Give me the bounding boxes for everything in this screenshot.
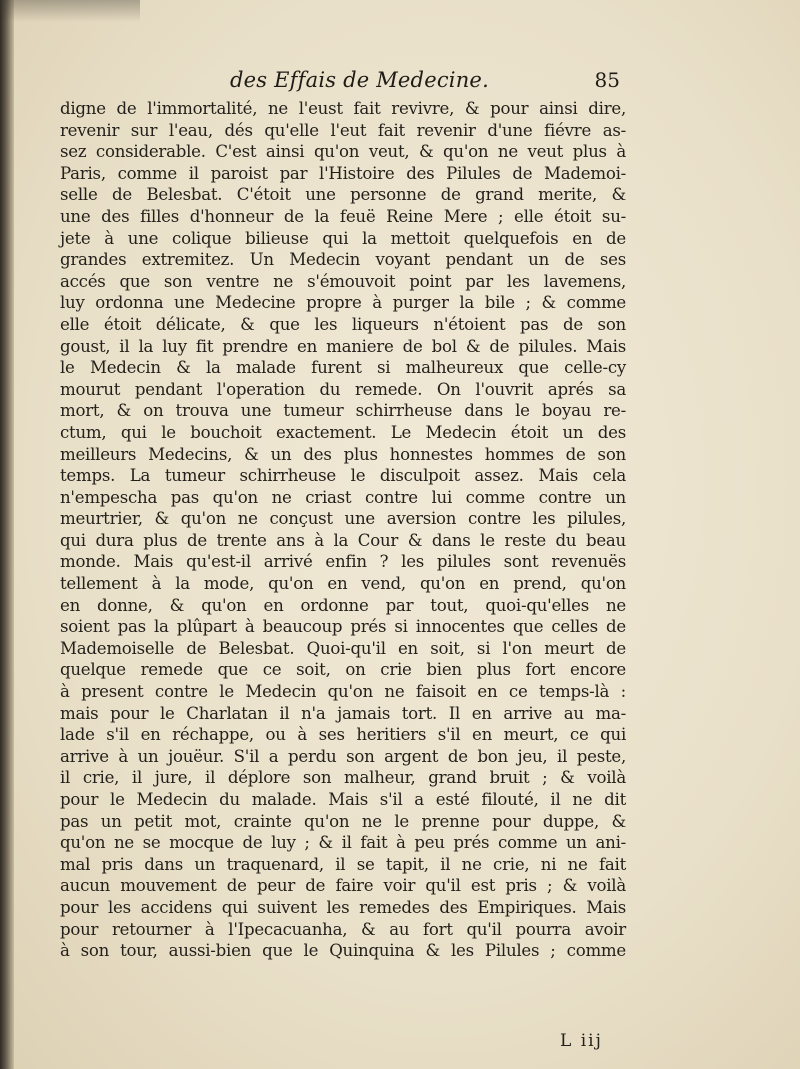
text-line: quelque remede que ce soit, on crie bien plus fort encore (60, 660, 626, 680)
text-line: pas un petit mot, crainte qu'on ne le prenne pour duppe, & (60, 811, 626, 831)
running-title: des Effais de Medecine. (230, 68, 489, 92)
page-number: 85 (594, 68, 620, 92)
text-line: mourut pendant l'operation du remede. On l'ouvrit aprés sa (60, 379, 626, 399)
text-line: qui dura plus de trente ans à la Cour & dans le reste du beau (60, 530, 626, 550)
text-line: goust, il la luy fit prendre en maniere de bol & de pilules. Mais (60, 336, 626, 356)
text-line: mal pris dans un traquenard, il se tapit, il ne crie, ni ne fait (60, 854, 626, 874)
text-line: luy ordonna une Medecine propre à purger la bile ; & comme (60, 293, 626, 313)
text-line: mort, & on trouva une tumeur schirrheuse dans le boyau re- (60, 401, 626, 421)
text-line: qu'on ne se mocque de luy ; & il fait à peu prés comme un ani- (60, 833, 626, 853)
text-line: mais pour le Charlatan il n'a jamais tort. Il en arrive au ma- (60, 703, 626, 723)
text-line: pour retourner à l'Ipecacuanha, & au fort qu'il pourra avoir (60, 919, 626, 939)
text-line: pour les accidens qui suivent les remedes des Empiriques. Mais (60, 897, 626, 917)
text-line: grandes extremitez. Un Medecin voyant pendant un de ses (60, 250, 626, 270)
page-header (60, 68, 620, 98)
text-line: elle étoit délicate, & que les liqueurs n'étoient pas de son (60, 314, 626, 334)
text-line: il crie, il jure, il déplore son malheur, grand bruit ; & voilà (60, 768, 626, 788)
text-line: ctum, qui le bouchoit exactement. Le Medecin étoit un des (60, 422, 626, 442)
text-line: à son tour, aussi-bien que le Quinquina & les Pilules ; comme (60, 941, 626, 961)
text-line: aucun mouvement de peur de faire voir qu'il est pris ; & voilà (60, 876, 626, 896)
text-line: pour le Medecin du malade. Mais s'il a esté filouté, il ne dit (60, 790, 626, 809)
text-line: n'empescha pas qu'on ne criast contre lui comme contre un (60, 487, 626, 507)
body-text (60, 98, 626, 962)
text-line: revenir sur l'eau, dés qu'elle l'eut fait revenir d'une fiévre as- (60, 120, 626, 140)
text-line: sez considerable. C'est ainsi qu'on veut, & qu'on ne veut plus à (60, 142, 626, 162)
text-line: Mademoiselle de Belesbat. Quoi-qu'il en soit, si l'on meurt de (60, 638, 626, 658)
text-line: temps. La tumeur schirrheuse le disculpoit assez. Mais cela (60, 466, 626, 486)
binding-gutter (0, 0, 14, 1069)
text-line: en donne, & qu'on en ordonne par tout, quoi-qu'elles ne (60, 595, 626, 615)
signature-mark: L iij (560, 1031, 603, 1051)
text-line: lade s'il en réchappe, ou à ses heritiers s'il en meurt, ce qui (60, 725, 626, 745)
text-line: tellement à la mode, qu'on en vend, qu'on en prend, qu'on (60, 574, 626, 594)
text-line: meilleurs Medecins, & un des plus honnestes hommes de son (60, 444, 626, 464)
page-corner-shadow (0, 0, 140, 22)
text-line: arrive à un jouëur. S'il a perdu son argent de bon jeu, il peste, (60, 746, 626, 766)
text-line: à present contre le Medecin qu'on ne faisoit en ce temps-là : (60, 682, 626, 702)
text-line: digne de l'immortalité, ne l'eust fait revivre, & pour ainsi dire, (60, 99, 626, 118)
text-line: Paris, comme il paroist par l'Histoire des Pilules de Mademoi- (60, 163, 626, 183)
text-line: jete à une colique bilieuse qui la mettoit quelquefois en de (60, 228, 626, 248)
text-line: une des filles d'honneur de la feuë Reine Mere ; elle étoit su- (60, 206, 626, 226)
text-line: monde. Mais qu'est-il arrivé enfin ? les pilules sont revenuës (60, 552, 626, 572)
text-line: meurtrier, & qu'on ne conçust une aversion contre les pilules, (60, 509, 626, 529)
text-line: accés que son ventre ne s'émouvoit point par les lavemens, (60, 271, 626, 291)
text-line: soient pas la plûpart à beaucoup prés si innocentes que celles de (60, 617, 626, 637)
text-line: le Medecin & la malade furent si malheureux que celle-cy (60, 358, 626, 378)
text-line: selle de Belesbat. C'étoit une personne de grand merite, & (60, 185, 626, 205)
